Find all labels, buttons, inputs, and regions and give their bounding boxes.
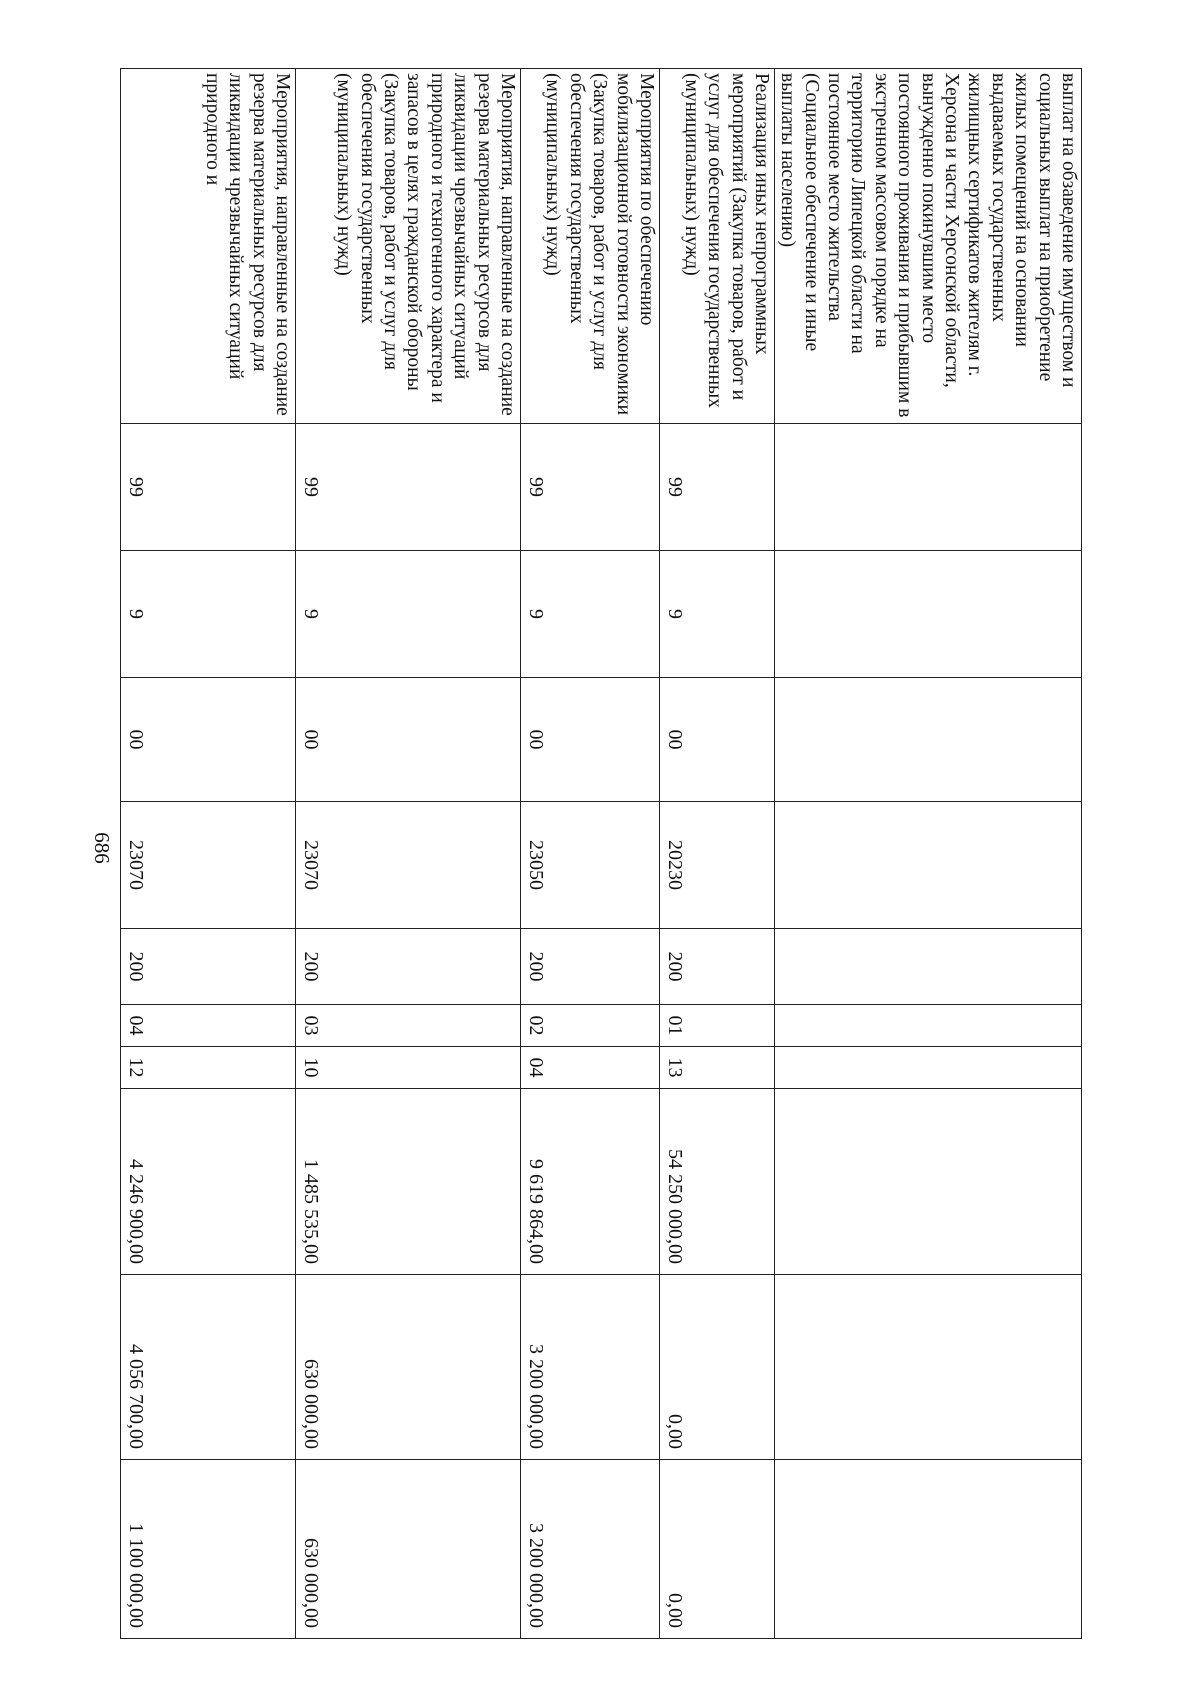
row-description: Мероприятия по обеспечению мобилизационной готовности экономики (Закупка товаров, работ и услуг для обеспечения государственных (муниципальных) нужд) xyxy=(520,69,659,424)
amount-year-3: 1 100 000,00 xyxy=(120,1460,295,1639)
table-row xyxy=(659,69,774,1639)
amount-year-2: 4 056 700,00 xyxy=(120,1275,295,1460)
table-row xyxy=(774,69,1081,1639)
expense-type-code: 200 xyxy=(520,929,659,1005)
amount-year-2 xyxy=(774,1275,1081,1460)
program-code: 99 xyxy=(295,424,520,551)
expense-type-code xyxy=(774,929,1081,1005)
amount-year-2: 3 200 000,00 xyxy=(520,1275,659,1460)
subsection-code: 04 xyxy=(520,1047,659,1089)
direction-code xyxy=(774,802,1081,929)
subsection-code: 12 xyxy=(120,1047,295,1089)
main-event-code: 00 xyxy=(120,678,295,802)
main-event-code: 00 xyxy=(659,678,774,802)
page-number: 686 xyxy=(90,832,114,864)
amount-year-2: 0,00 xyxy=(659,1275,774,1460)
direction-code: 23070 xyxy=(120,802,295,929)
section-code: 01 xyxy=(659,1005,774,1047)
section-code: 03 xyxy=(295,1005,520,1047)
expense-type-code: 200 xyxy=(659,929,774,1005)
program-code: 99 xyxy=(120,424,295,551)
section-code: 04 xyxy=(120,1005,295,1047)
row-description: Мероприятия, направленные на создание резерва материальных ресурсов для ликвидации чрезвычайных ситуаций природного и xyxy=(120,69,295,424)
direction-code: 23070 xyxy=(295,802,520,929)
subsection-code: 13 xyxy=(659,1047,774,1089)
main-event-code: 00 xyxy=(295,678,520,802)
amount-year-3 xyxy=(774,1460,1081,1639)
amount-year-1: 1 485 535,00 xyxy=(295,1089,520,1275)
amount-year-1: 54 250 000,00 xyxy=(659,1089,774,1275)
row-description: Реализация иных непрограммных мероприятий (Закупка товаров, работ и услуг для обеспечения государственных (муниципальных) нужд) xyxy=(659,69,774,424)
amount-year-1: 4 246 900,00 xyxy=(120,1089,295,1275)
amount-year-2: 630 000,00 xyxy=(295,1275,520,1460)
direction-code: 23050 xyxy=(520,802,659,929)
expense-type-code: 200 xyxy=(295,929,520,1005)
amount-year-3: 0,00 xyxy=(659,1460,774,1639)
direction-code: 20230 xyxy=(659,802,774,929)
amount-year-3: 3 200 000,00 xyxy=(520,1460,659,1639)
table-row xyxy=(120,69,295,1639)
program-code: 99 xyxy=(520,424,659,551)
row-description: выплат на обзаведение имуществом и социальных выплат на приобретение жилых помещений на основании выдаваемых государственных жилищных сертификатов жителям г. Херсона и части Херсонской области, вынужденно покинувшим место постоянного проживания и прибывшим в экстренном массовом порядке на территорию Липецкой области на постоянное место жительства (Социальное обеспечение и иные выплаты населению) xyxy=(774,69,1081,424)
subprogram-code: 9 xyxy=(659,551,774,678)
main-event-code: 00 xyxy=(520,678,659,802)
section-code: 02 xyxy=(520,1005,659,1047)
budget-table xyxy=(120,68,1082,1639)
program-code xyxy=(774,424,1081,551)
amount-year-1 xyxy=(774,1089,1081,1275)
subprogram-code: 9 xyxy=(520,551,659,678)
subsection-code xyxy=(774,1047,1081,1089)
main-event-code xyxy=(774,678,1081,802)
section-code xyxy=(774,1005,1081,1047)
subprogram-code: 9 xyxy=(120,551,295,678)
subprogram-code: 9 xyxy=(295,551,520,678)
table-row xyxy=(520,69,659,1639)
row-description: Мероприятия, направленные на создание резерва материальных ресурсов для ликвидации чрезвычайных ситуаций природного и техногенного характера и запасов в целях гражданской обороны (Закупка товаров, работ и услуг для обеспечения государственных (муниципальных) нужд) xyxy=(295,69,520,424)
amount-year-3: 630 000,00 xyxy=(295,1460,520,1639)
subprogram-code xyxy=(774,551,1081,678)
budget-table-rotated xyxy=(124,68,1082,1638)
table-row xyxy=(295,69,520,1639)
program-code: 99 xyxy=(659,424,774,551)
expense-type-code: 200 xyxy=(120,929,295,1005)
amount-year-1: 9 619 864,00 xyxy=(520,1089,659,1275)
subsection-code: 10 xyxy=(295,1047,520,1089)
